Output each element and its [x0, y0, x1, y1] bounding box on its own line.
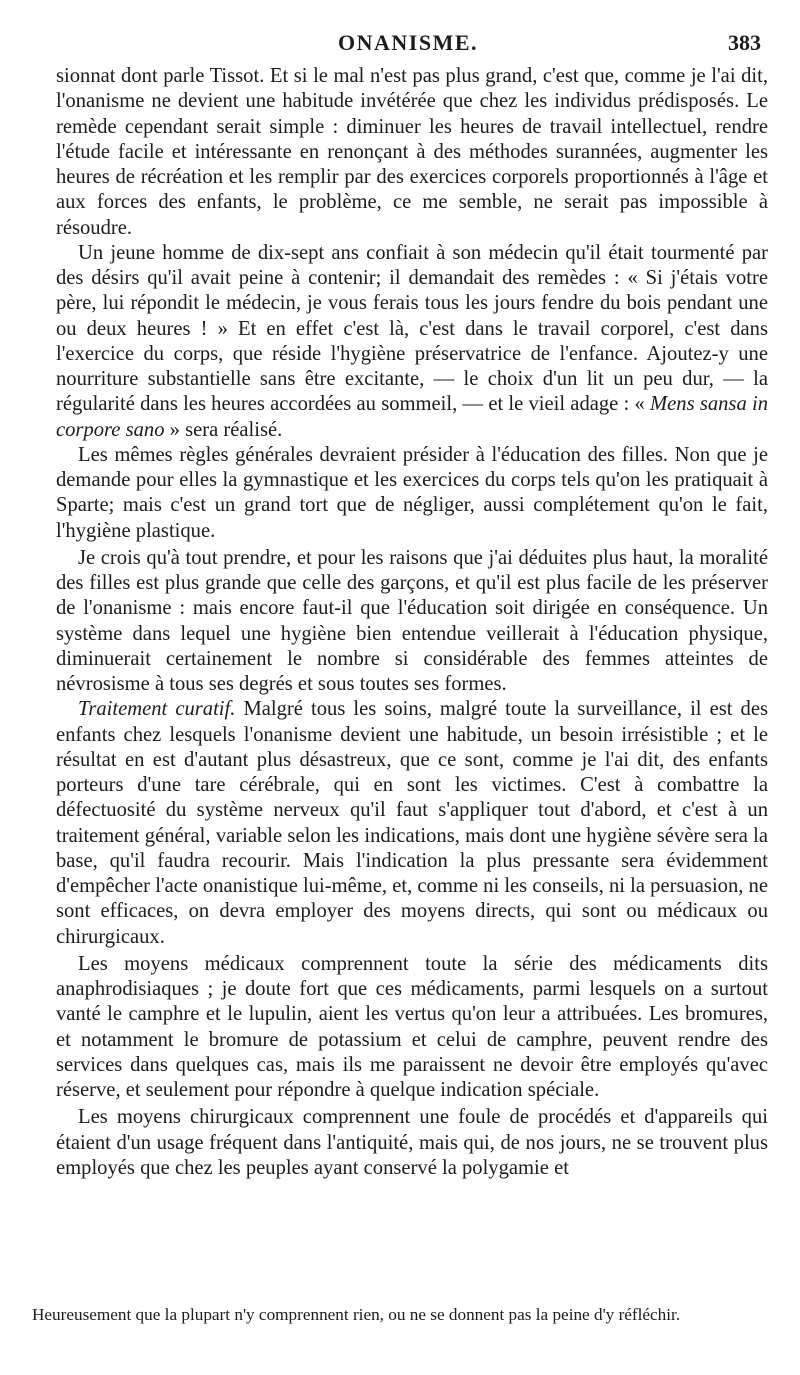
paragraph-text: Je crois qu'à tout prendre, et pour les raisons que j'ai déduites plus haut, la moralité des filles est plus grande que celle des garçons, et qu'il est plus facile de les préserver de l'onanisme : mais encore faut-il que l'éducation soit dirigée en conséquence. Un système dans lequel une hygiène bien entendue veillerait à l'éducation physique, diminuerait certainement le nombre si considérable des femmes atteintes de névrosisme à tous ses degrés et sous toutes ses formes.	[56, 546, 768, 695]
body-text	[56, 64, 768, 1181]
latin-adage: Mens sansa in corpore sano	[56, 393, 768, 441]
paragraph-text-tail: » sera réalisé.	[164, 418, 283, 441]
paragraph-text: Les moyens médicaux comprennent toute la série des médicaments dits anaphrodisiaques ; je doute fort que ces médicaments, parmi lesquels on a surtout vanté le camphre et le lupulin, aient les vertus qu'on leur a attribuées. Les bromures, et notamment le bromure de potassium et celui de camphre, peuvent rendre des services dans quelques cas, mais ils me paraissent ne devoir être employés qu'avec réserve, et seulement pour répondre à quelque indication spéciale.	[56, 952, 768, 1101]
paragraph-surgical-means	[56, 1105, 768, 1181]
paragraph-curative-treatment	[56, 697, 768, 950]
paragraph-medical-means	[56, 952, 768, 1104]
paragraph-young-man	[56, 241, 768, 443]
footnote-text: Heureusement que la plupart n'y comprennent rien, ou ne se donnent pas la peine d'y réfléchir.	[32, 1305, 681, 1324]
paragraph-continuation	[56, 64, 768, 241]
paragraph-text: sionnat dont parle Tissot. Et si le mal n'est pas plus grand, c'est que, comme je l'ai dit, l'onanisme ne devient une habitude invétérée que chez les individus prédisposés. Le remède cependant serait simple : diminuer les heures de travail intellectuel, rendre l'étude facile et intéressante en renonçant à des méthodes surannées, augmenter les heures de récréation et les remplir par des exercices corporels proportionnés à l'âge et aux forces des enfants, le problème, ce me semble, ne serait pas impossible à résoudre.	[56, 65, 768, 239]
page-header	[0, 30, 800, 60]
paragraph-text: Un jeune homme de dix-sept ans confiait à son médecin qu'il était tourmenté par des désirs qu'il avait peine à contenir; il demandait des remèdes : « Si j'étais votre père, lui répondit le médecin, je vous ferais tous les jours fendre du bois pendant une ou deux heures ! » Et en effet c'est là, c'est dans le travail corporel, c'est dans l'exercice du corps, que réside l'hygiène préservatrice de l'enfance. Ajoutez-y une nourriture substantielle sans être excitante, — le choix d'un lit un peu dur, — la régularité dans les heures accordées au sommeil, — et le vieil adage : «	[56, 241, 768, 416]
section-lead-italic: Traitement curatif.	[78, 698, 236, 721]
running-title: ONANISME.	[338, 30, 479, 55]
page-number: 383	[728, 30, 761, 55]
paragraph-text: Les mêmes règles générales devraient présider à l'éducation des filles. Non que je demande pour elles la gymnastique et les exercices du corps tels qu'on les pratiquait à Sparte; mais c'est un grand tort que de négliger, aussi complétement qu'on le fait, l'hygiène plastique.	[56, 443, 768, 542]
paragraph-morality	[56, 546, 768, 698]
footnote	[32, 1304, 767, 1326]
paragraph-girls-education	[56, 443, 768, 544]
paragraph-text: Malgré tous les soins, malgré toute la surveillance, il est des enfants chez lesquels l'onanisme devient une habitude, un besoin irrésistible ; et le résultat en est d'autant plus désastreux, que ce sont, comme je l'ai dit, des enfants porteurs d'une tare cérébrale, qui en sont les victimes. C'est à combattre la défectuosité du système nerveux qu'il faut s'appliquer tout d'abord, et c'est à un traitement général, variable selon les indications, mais dont une hygiène sévère sera la base, qu'il faudra recourir. Mais l'indication la plus pressante sera évidemment d'empêcher l'acte onanistique lui-même, et, comme ni les conseils, ni la persuasion, ne sont efficaces, on devra employer des moyens directs, qui sont ou médicaux ou chirurgicaux.	[56, 698, 768, 948]
paragraph-text: Les moyens chirurgicaux comprennent une foule de procédés et d'appareils qui étaient d'un usage fréquent dans l'antiquité, mais qui, de nos jours, ne se trouvent plus employés que chez les peuples ayant conservé la polygamie et	[56, 1106, 768, 1179]
